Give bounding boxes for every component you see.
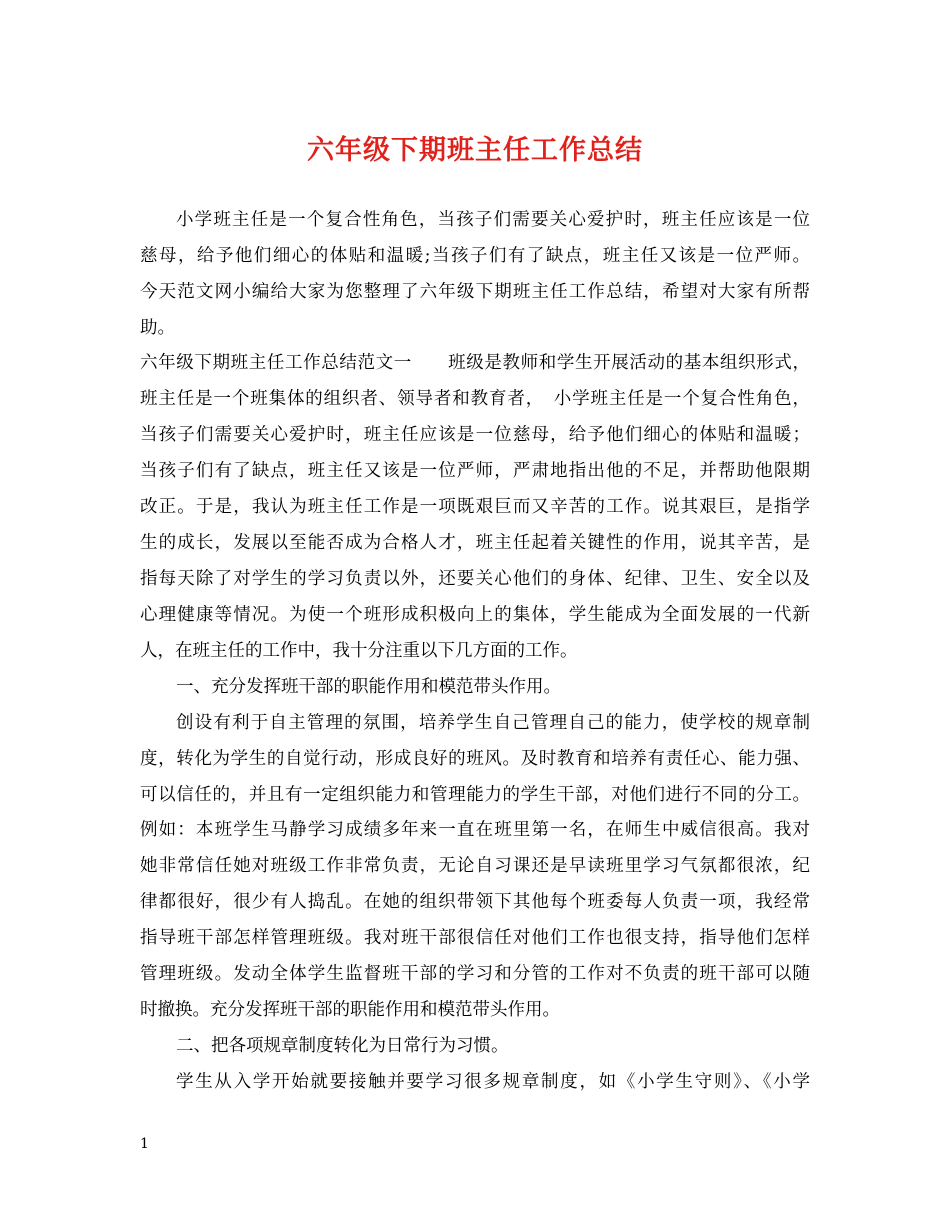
text-line: 心理健康等情况。为使一个班形成积极向上的集体，学生能成为全面发展的一代新 [140,605,810,625]
section-heading: 二、把各项规章制度转化为日常行为习惯。 [176,1036,509,1056]
text-line: 生的成长，发展以至能否成为合格人才，班主任起着关键性的作用，说其辛苦，是 [140,533,810,553]
text-line: 小学班主任是一个复合性角色，当孩子们需要关心爱护时，班主任应该是一位 [176,210,810,230]
text-line: 创设有利于自主管理的氛围，培养学生自己管理自己的能力，使学校的规章制 [176,713,810,733]
section-heading: 一、充分发挥班干部的职能作用和模范带头作用。 [176,677,561,697]
text-line: 管理班级。发动全体学生监督班干部的学习和分管的工作对不负责的班干部可以随 [140,964,810,984]
text-line: 指每天除了对学生的学习负责以外，还要关心他们的身体、纪律、卫生、安全以及 [140,569,810,589]
text-line: 改正。于是，我认为班主任工作是一项既艰巨而又辛苦的工作。说其艰巨，是指学 [140,497,810,517]
text-line: 律都很好，很少有人捣乱。在她的组织带领下其他每个班委每人负责一项，我经常 [140,892,810,912]
page-number: 1 [140,1136,149,1152]
text-line: 今天范文网小编给大家为您整理了六年级下期班主任工作总结，希望对大家有所帮 [140,282,810,302]
text-line: 可以信任的，并且有一定组织能力和管理能力的学生干部，对他们进行不同的分工。 [140,785,810,805]
text-line: 当孩子们有了缺点，班主任又该是一位严师，严肃地指出他的不足，并帮助他限期 [140,461,810,481]
text-line: 度，转化为学生的自觉行动，形成良好的班风。及时教育和培养有责任心、能力强、 [140,749,810,769]
text-line: 当孩子们需要关心爱护时，班主任应该是一位慈母，给予他们细心的体贴和温暖； [140,425,810,445]
document-title: 六年级下期班主任工作总结 [307,135,643,166]
text-line: 她非常信任她对班级工作非常负责，无论自习课还是早读班里学习气氛都很浓，纪 [140,856,810,876]
text-line: 慈母，给予他们细心的体贴和温暖;当孩子们有了缺点，班主任又该是一位严师。 [140,246,810,266]
text-line: 人，在班主任的工作中，我十分注重以下几方面的工作。 [140,641,578,661]
text-line: 学生从入学开始就要接触并要学习很多规章制度，如《小学生守则》、《小学 [176,1072,810,1092]
text-line: 指导班干部怎样管理班级。我对班干部很信任对他们工作也很支持，指导他们怎样 [140,928,810,948]
text-line: 六年级下期班主任工作总结范文一 班级是教师和学生开展活动的基本组织形式， [140,353,810,373]
text-line: 班主任是一个班集体的组织者、领导者和教育者， 小学班主任是一个复合性角色， [140,389,810,409]
text-line: 时撤换。充分发挥班干部的职能作用和模范带头作用。 [140,1000,560,1020]
text-line: 例如：本班学生马静学习成绩多年来一直在班里第一名，在师生中威信很高。我对 [140,820,810,840]
text-line: 助。 [140,318,175,338]
